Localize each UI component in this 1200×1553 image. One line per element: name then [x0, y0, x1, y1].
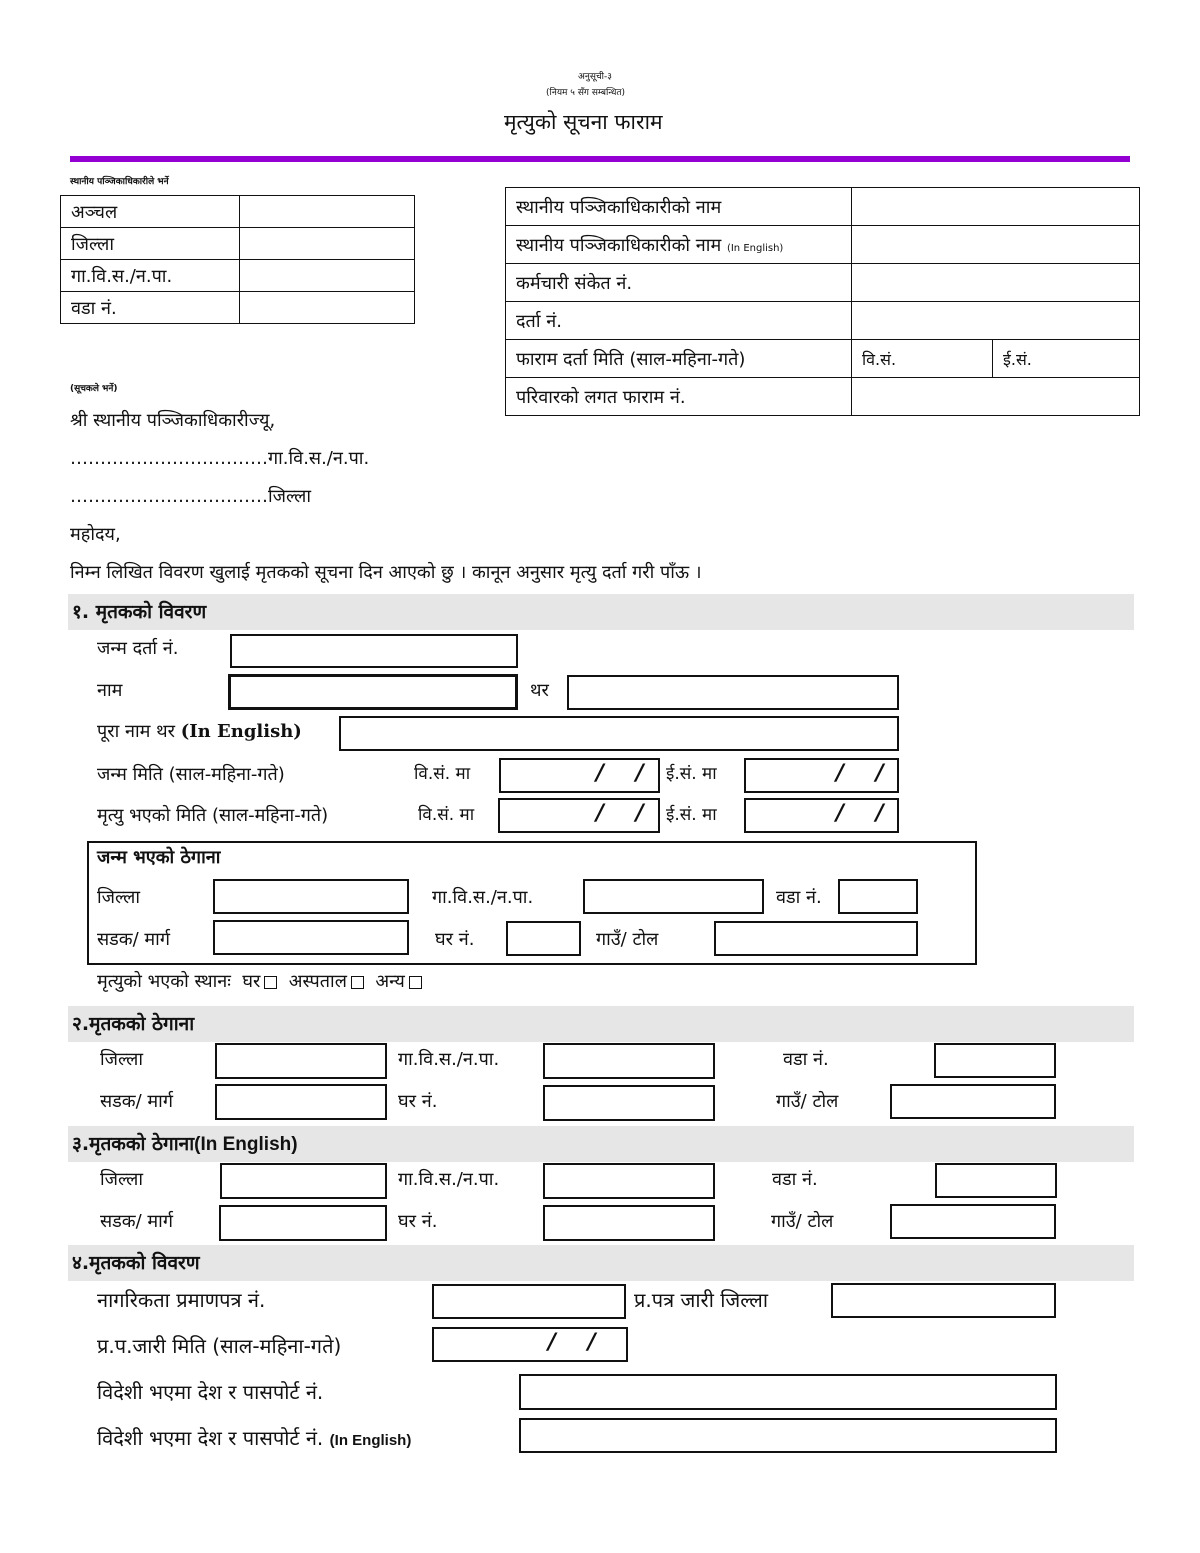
place-other-checkbox[interactable] [409, 976, 422, 989]
office-vdc-field[interactable] [240, 260, 415, 292]
form-reg-date-label: फाराम दर्ता मिति (साल-महिना-गते) [506, 340, 852, 378]
addr-en-road-field[interactable] [219, 1205, 387, 1241]
salutation: श्री स्थानीय पञ्जिकाधिकारीज्यू, [70, 410, 276, 431]
birth-tole-field[interactable] [714, 921, 918, 956]
birth-house-label: घर नं. [435, 929, 475, 950]
employee-code-field[interactable] [852, 264, 1140, 302]
surname-field[interactable] [567, 675, 899, 710]
greeting: महोदय, [70, 524, 121, 545]
place-hospital-checkbox[interactable] [351, 976, 364, 989]
issue-date-label: प्र.प.जारी मिति (साल-महिना-गते) [97, 1334, 342, 1358]
place-other-label: अन्य [375, 971, 405, 992]
passport-label: विदेशी भएमा देश र पासपोर्ट नं. [97, 1380, 324, 1404]
place-hospital-label: अस्पताल [288, 971, 347, 992]
addr-vdc-field[interactable] [543, 1043, 715, 1079]
registrar-name-field[interactable] [852, 188, 1140, 226]
informant-note: (सूचकले भर्ने) [70, 384, 118, 394]
dod-bs-sep: / / [596, 801, 656, 826]
office-district-field[interactable] [240, 228, 415, 260]
birth-house-field[interactable] [506, 921, 581, 956]
birth-district-field[interactable] [213, 879, 409, 914]
citizenship-label: नागरिकता प्रमाणपत्र नं. [97, 1288, 266, 1312]
dob-label: जन्म मिति (साल-महिना-गते) [97, 764, 285, 785]
issue-district-field[interactable] [831, 1283, 1056, 1318]
addr-tole-field[interactable] [890, 1084, 1056, 1119]
office-district-label: जिल्ला [61, 228, 240, 260]
birth-vdc-field[interactable] [583, 879, 764, 914]
annex-label: अनुसूची-३ [578, 72, 612, 82]
birth-road-label: सडक/ मार्ग [97, 929, 170, 950]
place-home-checkbox[interactable] [264, 976, 277, 989]
full-name-en-field[interactable] [339, 716, 899, 751]
addr-en-ward-field[interactable] [935, 1163, 1057, 1198]
registration-no-label: दर्ता नं. [506, 302, 852, 340]
section3-en-note: (In English) [194, 1134, 298, 1155]
addr-road-label: सडक/ मार्ग [100, 1091, 173, 1112]
addr-road-field[interactable] [215, 1084, 387, 1120]
birth-reg-field[interactable] [230, 634, 518, 668]
section1-band [68, 594, 1134, 630]
passport-en-label: विदेशी भएमा देश र पासपोर्ट नं. (In English) [97, 1426, 412, 1450]
addr-en-ward-label: वडा नं. [772, 1169, 818, 1190]
addr-vdc-label: गा.वि.स./न.पा. [398, 1049, 500, 1070]
registrar-table [505, 187, 1140, 416]
vdc-blank-line[interactable]: ……………………………गा.वि.स./न.पा. [70, 448, 370, 469]
family-form-no-label: परिवारको लगत फाराम नं. [506, 378, 852, 416]
page-title: मृत्युको सूचना फाराम [504, 110, 663, 134]
birth-road-field[interactable] [213, 920, 409, 955]
dob-ad-label: ई.सं. मा [666, 764, 717, 784]
section1-title: १. मृतकको विवरण [72, 601, 207, 623]
addr-ward-label: वडा नं. [783, 1049, 829, 1070]
office-table [60, 195, 415, 324]
in-english-note: (In English) [726, 242, 784, 254]
dod-bs-label: वि.सं. मा [418, 805, 475, 825]
citizenship-field[interactable] [432, 1284, 626, 1319]
addr-district-label: जिल्ला [100, 1049, 144, 1070]
dob-ad-sep: / / [836, 761, 896, 786]
office-ward-label: वडा नं. [61, 292, 240, 324]
section4-title: ४.मृतकको विवरण [72, 1252, 200, 1274]
section2-title: २.मृतकको ठेगाना [72, 1013, 195, 1035]
family-form-no-field[interactable] [852, 378, 1140, 416]
letter-body: निम्न लिखित विवरण खुलाई मृतकको सूचना दिन आएको छु । कानून अनुसार मृत्यु दर्ता गरी पाँऊ । [70, 562, 702, 583]
registration-no-field[interactable] [852, 302, 1140, 340]
addr-en-house-field[interactable] [543, 1205, 715, 1241]
addr-en-tole-label: गाउँ/ टोल [771, 1211, 834, 1232]
addr-house-field[interactable] [543, 1085, 715, 1121]
issue-date-sep: / / [548, 1330, 608, 1355]
addr-en-vdc-label: गा.वि.स./न.पा. [398, 1169, 500, 1190]
dod-ad-sep: / / [836, 801, 896, 826]
birth-address-title: जन्म भएको ठेगाना [97, 847, 221, 868]
section2-band [68, 1006, 1134, 1042]
office-vdc-label: गा.वि.स./न.पा. [61, 260, 240, 292]
passport-en-note: (In English) [329, 1432, 412, 1449]
birth-tole-label: गाउँ/ टोल [596, 929, 659, 950]
dob-bs-label: वि.सं. मा [414, 764, 471, 784]
birth-reg-label: जन्म दर्ता नं. [97, 638, 179, 659]
addr-ward-field[interactable] [934, 1043, 1056, 1078]
form-reg-date-bs-field[interactable]: वि.सं. [852, 340, 993, 378]
place-of-death-row [97, 973, 422, 991]
place-of-death-label: मृत्युको भएको स्थानः [97, 971, 231, 992]
addr-en-house-label: घर नं. [398, 1211, 438, 1232]
addr-en-district-field[interactable] [220, 1163, 387, 1199]
section4-band [68, 1245, 1134, 1281]
rule-label: (नियम ५ सँग सम्बन्धित) [546, 88, 626, 98]
office-ward-field[interactable] [240, 292, 415, 324]
registrar-name-label: स्थानीय पञ्जिकाधिकारीको नाम [506, 188, 852, 226]
registrar-name-en-field[interactable] [852, 226, 1140, 264]
dob-bs-sep: / / [596, 761, 656, 786]
birth-district-label: जिल्ला [97, 887, 141, 908]
place-home-label: घर [242, 971, 261, 992]
form-reg-date-ad-field[interactable]: ई.सं. [993, 340, 1140, 378]
addr-district-field[interactable] [215, 1043, 387, 1079]
addr-house-label: घर नं. [398, 1091, 438, 1112]
office-zone-label: अञ्चल [61, 196, 240, 228]
dod-label: मृत्यु भएको मिति (साल-महिना-गते) [97, 805, 329, 826]
addr-en-tole-field[interactable] [890, 1204, 1056, 1239]
title-divider [70, 156, 1130, 162]
passport-en-field[interactable] [519, 1418, 1057, 1453]
section3-title: ३.मृतकको ठेगाना(In English) [72, 1133, 298, 1155]
addr-en-road-label: सडक/ मार्ग [100, 1211, 173, 1232]
office-zone-field[interactable] [240, 196, 415, 228]
addr-tole-label: गाउँ/ टोल [776, 1091, 839, 1112]
birth-ward-label: वडा नं. [776, 887, 822, 908]
registrar-name-en-label: स्थानीय पञ्जिकाधिकारीको नाम (In English) [506, 226, 852, 264]
birth-ward-field[interactable] [838, 879, 918, 914]
addr-en-vdc-field[interactable] [543, 1163, 715, 1199]
addr-en-district-label: जिल्ला [100, 1169, 144, 1190]
passport-field[interactable] [519, 1374, 1057, 1410]
district-blank-line[interactable]: ……………………………जिल्ला [70, 486, 312, 507]
full-name-label: पूरा नाम थर (In English) [97, 721, 302, 742]
employee-code-label: कर्मचारी संकेत नं. [506, 264, 852, 302]
full-name-en-note: (In English) [180, 721, 302, 742]
issue-district-label: प्र.पत्र जारी जिल्ला [634, 1288, 769, 1312]
office-note: स्थानीय पञ्जिकाधिकारीले भर्ने [70, 177, 169, 187]
name-field[interactable] [228, 674, 518, 710]
surname-label: थर [530, 680, 549, 701]
birth-vdc-label: गा.वि.स./न.पा. [432, 887, 534, 908]
name-label: नाम [97, 680, 123, 701]
dod-ad-label: ई.सं. मा [666, 805, 717, 825]
